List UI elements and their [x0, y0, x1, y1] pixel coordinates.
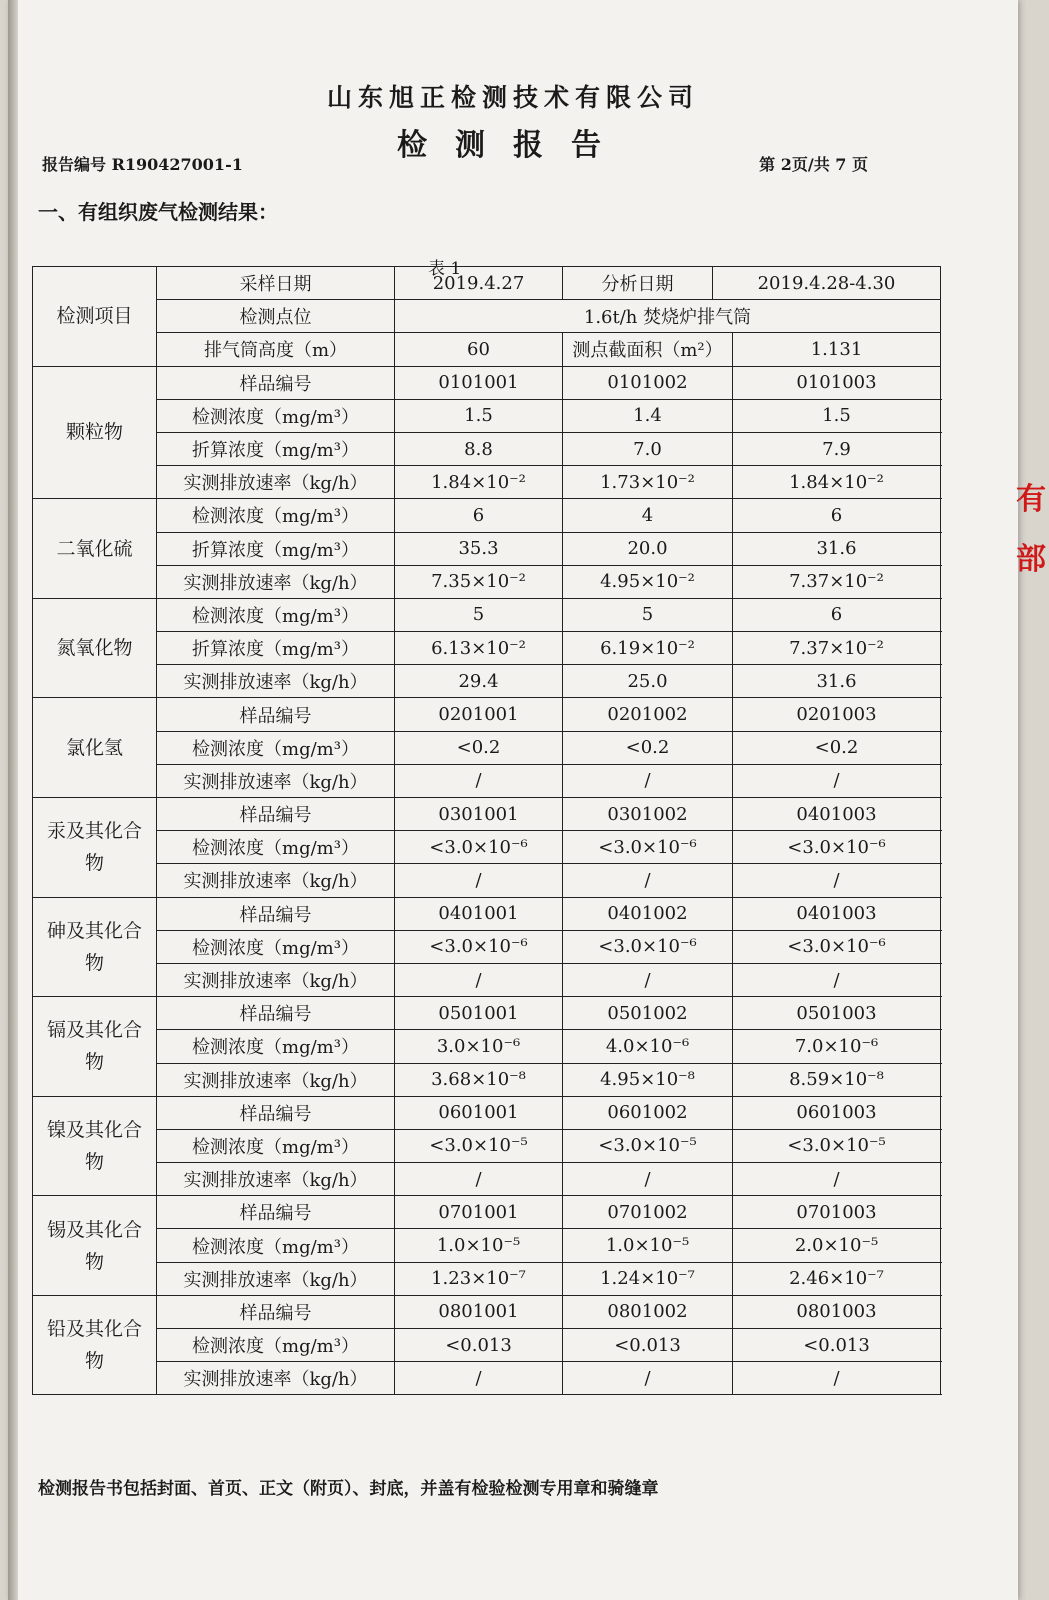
table-row — [33, 1196, 941, 1229]
parameter-label: 检测浓度（mg/m³） — [157, 1030, 395, 1063]
table-row — [33, 499, 941, 532]
table-row — [33, 267, 941, 300]
measurement-value: 0501002 — [563, 997, 733, 1030]
measurement-value: 1.5 — [395, 399, 563, 432]
measurement-value: 0801001 — [395, 1295, 563, 1328]
measurement-value: 0401003 — [733, 897, 941, 930]
sampling-point-label: 检测点位 — [157, 300, 395, 333]
parameter-label: 实测排放速率（kg/h） — [157, 565, 395, 598]
measurement-value: 4.95×10⁻² — [563, 565, 733, 598]
page-number: 第 2页/共 7 页 — [759, 155, 868, 174]
measurement-value: 5 — [395, 598, 563, 631]
footer-note: 检测报告书包括封面、首页、正文（附页）、封底，并盖有检验检测专用章和骑缝章 — [38, 1479, 659, 1499]
report-page — [8, 0, 1046, 1600]
pollutant-name: 镍及其化合物 — [33, 1096, 157, 1196]
parameter-label: 样品编号 — [157, 798, 395, 831]
table-caption: 表 1 — [428, 259, 462, 279]
stack-height-value: 60 — [395, 333, 563, 366]
table-row — [33, 665, 941, 698]
table-row — [33, 1063, 941, 1096]
parameter-label: 实测排放速率（kg/h） — [157, 864, 395, 897]
sampling-date-label: 采样日期 — [157, 267, 395, 300]
stamp-glyph: 有 — [1016, 482, 1046, 517]
measurement-value: / — [395, 1163, 563, 1196]
analysis-date-value: 2019.4.28-4.30 — [713, 267, 941, 300]
measurement-value: 0301001 — [395, 798, 563, 831]
parameter-label: 实测排放速率（kg/h） — [157, 1262, 395, 1295]
parameter-label: 检测浓度（mg/m³） — [157, 399, 395, 432]
section-area-label: 测点截面积（m²） — [563, 333, 733, 366]
parameter-label: 检测浓度（mg/m³） — [157, 930, 395, 963]
measurement-value: / — [563, 764, 733, 797]
table-row — [33, 1262, 941, 1295]
parameter-label: 检测浓度（mg/m³） — [157, 731, 395, 764]
table-row — [33, 997, 941, 1030]
measurement-value: / — [733, 963, 941, 996]
parameter-label: 检测浓度（mg/m³） — [157, 598, 395, 631]
pollutant-name: 汞及其化合物 — [33, 798, 157, 898]
measurement-value: <0.2 — [395, 731, 563, 764]
parameter-label: 实测排放速率（kg/h） — [157, 1063, 395, 1096]
parameter-label: 实测排放速率（kg/h） — [157, 1163, 395, 1196]
measurement-value: 6.13×10⁻² — [395, 632, 563, 665]
table-row — [33, 1129, 941, 1162]
table-row — [33, 366, 941, 399]
measurement-value: <3.0×10⁻⁶ — [395, 831, 563, 864]
measurement-value: 0101002 — [563, 366, 733, 399]
measurement-value: <3.0×10⁻⁵ — [563, 1129, 733, 1162]
table-row — [33, 831, 941, 864]
measurement-value: 2.46×10⁻⁷ — [733, 1262, 941, 1295]
measurement-value: 1.24×10⁻⁷ — [563, 1262, 733, 1295]
measurement-value: 0601001 — [395, 1096, 563, 1129]
table-row — [33, 333, 941, 366]
measurement-value: 0401001 — [395, 897, 563, 930]
measurement-value: 31.6 — [733, 532, 941, 565]
measurement-value: 1.4 — [563, 399, 733, 432]
parameter-label: 样品编号 — [157, 366, 395, 399]
measurement-value: <3.0×10⁻⁶ — [563, 930, 733, 963]
measurement-value: / — [733, 864, 941, 897]
measurement-value: 25.0 — [563, 665, 733, 698]
company-name: 山东旭正检测技术有限公司 — [326, 83, 699, 112]
measurement-value: 20.0 — [563, 532, 733, 565]
measurement-value: 4 — [563, 499, 733, 532]
measurement-value: 4.0×10⁻⁶ — [563, 1030, 733, 1063]
table-row — [33, 1362, 941, 1395]
measurement-value: 35.3 — [395, 532, 563, 565]
row-header-test-item: 检测项目 — [33, 267, 157, 367]
sampling-point-value: 1.6t/h 焚烧炉排气筒 — [395, 300, 941, 333]
parameter-label: 样品编号 — [157, 698, 395, 731]
measurement-value: 1.84×10⁻² — [395, 466, 563, 499]
red-seal-stamp — [1016, 470, 1044, 700]
table-row — [33, 731, 941, 764]
measurement-value: 6.19×10⁻² — [563, 632, 733, 665]
measurement-value: <3.0×10⁻⁶ — [733, 930, 941, 963]
measurement-value: / — [395, 864, 563, 897]
sampling-date-value: 2019.4.27 — [395, 267, 563, 300]
table-row — [33, 930, 941, 963]
measurement-value: 3.0×10⁻⁶ — [395, 1030, 563, 1063]
measurement-value: 0701002 — [563, 1196, 733, 1229]
parameter-label: 样品编号 — [157, 1096, 395, 1129]
measurement-value: <3.0×10⁻⁶ — [395, 930, 563, 963]
parameter-label: 样品编号 — [157, 897, 395, 930]
measurement-value: <3.0×10⁻⁶ — [563, 831, 733, 864]
measurement-value: / — [733, 1163, 941, 1196]
measurement-value: 1.23×10⁻⁷ — [395, 1262, 563, 1295]
measurement-value: <0.013 — [395, 1329, 563, 1362]
measurement-value: <0.2 — [733, 731, 941, 764]
section-title: 一、有组织废气检测结果： — [38, 200, 278, 224]
parameter-label: 实测排放速率（kg/h） — [157, 466, 395, 499]
parameter-label: 实测排放速率（kg/h） — [157, 1362, 395, 1395]
measurement-value: 6 — [733, 499, 941, 532]
measurement-value: / — [395, 764, 563, 797]
pollutant-name: 锡及其化合物 — [33, 1196, 157, 1296]
parameter-label: 样品编号 — [157, 1196, 395, 1229]
table-row — [33, 698, 941, 731]
measurement-value: / — [563, 1163, 733, 1196]
pollutant-name: 二氧化硫 — [33, 499, 157, 599]
measurement-value: 1.73×10⁻² — [563, 466, 733, 499]
parameter-label: 实测排放速率（kg/h） — [157, 665, 395, 698]
parameter-label: 样品编号 — [157, 1295, 395, 1328]
measurement-value: 1.0×10⁻⁵ — [395, 1229, 563, 1262]
parameter-label: 检测浓度（mg/m³） — [157, 1329, 395, 1362]
measurement-value: 0101001 — [395, 366, 563, 399]
measurement-value: 5 — [563, 598, 733, 631]
table-row — [33, 632, 941, 665]
parameter-label: 样品编号 — [157, 997, 395, 1030]
parameter-label: 检测浓度（mg/m³） — [157, 1129, 395, 1162]
table-row — [33, 1329, 941, 1362]
measurement-value: 1.5 — [733, 399, 941, 432]
measurement-value: / — [563, 864, 733, 897]
measurement-value: <0.013 — [563, 1329, 733, 1362]
measurement-value: 0501001 — [395, 997, 563, 1030]
measurement-value: / — [563, 1362, 733, 1395]
pollutant-name: 镉及其化合物 — [33, 997, 157, 1097]
pollutant-name: 氮氧化物 — [33, 598, 157, 698]
table-row — [33, 1163, 941, 1196]
measurement-value: 0101003 — [733, 366, 941, 399]
measurement-value: 1.84×10⁻² — [733, 466, 941, 499]
table-row — [33, 598, 941, 631]
measurement-value: <3.0×10⁻⁵ — [733, 1129, 941, 1162]
parameter-label: 折算浓度（mg/m³） — [157, 532, 395, 565]
measurement-value: 1.0×10⁻⁵ — [563, 1229, 733, 1262]
stack-height-label: 排气筒高度（m） — [157, 333, 395, 366]
measurement-value: / — [395, 963, 563, 996]
parameter-label: 折算浓度（mg/m³） — [157, 432, 395, 465]
measurement-value: 0401002 — [563, 897, 733, 930]
table-row — [33, 1229, 941, 1262]
measurement-value: 7.9 — [733, 432, 941, 465]
measurement-value: 4.95×10⁻⁸ — [563, 1063, 733, 1096]
measurement-value: <0.2 — [563, 731, 733, 764]
measurement-value: 7.0×10⁻⁶ — [733, 1030, 941, 1063]
table-row — [33, 432, 941, 465]
section-area-value: 1.131 — [733, 333, 941, 366]
measurement-value: 6 — [395, 499, 563, 532]
measurement-value: 0701003 — [733, 1196, 941, 1229]
table-row — [33, 399, 941, 432]
parameter-label: 检测浓度（mg/m³） — [157, 1229, 395, 1262]
measurement-value: 7.37×10⁻² — [733, 565, 941, 598]
measurement-value: 8.59×10⁻⁸ — [733, 1063, 941, 1096]
table-row — [33, 466, 941, 499]
stamp-glyph: 部 — [1016, 542, 1046, 577]
measurement-value: 0601003 — [733, 1096, 941, 1129]
table-row — [33, 565, 941, 598]
pollutant-name: 铅及其化合物 — [33, 1295, 157, 1395]
measurement-value: 6 — [733, 598, 941, 631]
table-row — [33, 300, 941, 333]
table-row — [33, 897, 941, 930]
report-number: 报告编号 R190427001-1 — [42, 155, 243, 174]
pollutant-name: 氯化氢 — [33, 698, 157, 798]
measurement-value: 3.68×10⁻⁸ — [395, 1063, 563, 1096]
measurement-value: 0301002 — [563, 798, 733, 831]
measurement-value: 0601002 — [563, 1096, 733, 1129]
parameter-label: 折算浓度（mg/m³） — [157, 632, 395, 665]
table-row — [33, 864, 941, 897]
measurement-value: 0201002 — [563, 698, 733, 731]
measurement-value: <0.013 — [733, 1329, 941, 1362]
table-row — [33, 963, 941, 996]
table-row — [33, 1295, 941, 1328]
parameter-label: 实测排放速率（kg/h） — [157, 764, 395, 797]
document-title: 检测报告 — [397, 128, 629, 163]
analysis-date-label: 分析日期 — [563, 267, 713, 300]
measurement-value: 0201003 — [733, 698, 941, 731]
parameter-label: 检测浓度（mg/m³） — [157, 499, 395, 532]
table-row — [33, 1096, 941, 1129]
parameter-label: 检测浓度（mg/m³） — [157, 831, 395, 864]
pollutant-name: 砷及其化合物 — [33, 897, 157, 997]
measurement-value: / — [733, 764, 941, 797]
measurement-value: 8.8 — [395, 432, 563, 465]
measurement-value: 31.6 — [733, 665, 941, 698]
measurement-value: 2.0×10⁻⁵ — [733, 1229, 941, 1262]
measurement-value: 0701001 — [395, 1196, 563, 1229]
measurement-value: / — [733, 1362, 941, 1395]
measurement-value: 0401003 — [733, 798, 941, 831]
measurement-value: 0801002 — [563, 1295, 733, 1328]
measurement-value: 7.0 — [563, 432, 733, 465]
measurement-value: 7.35×10⁻² — [395, 565, 563, 598]
binding-spine — [8, 0, 18, 1600]
measurement-value: 29.4 — [395, 665, 563, 698]
table-row — [33, 1030, 941, 1063]
table-row — [33, 798, 941, 831]
pollutant-name: 颗粒物 — [33, 366, 157, 499]
table-row — [33, 764, 941, 797]
results-table — [32, 266, 941, 1395]
measurement-value: 7.37×10⁻² — [733, 632, 941, 665]
measurement-value: <3.0×10⁻⁵ — [395, 1129, 563, 1162]
parameter-label: 实测排放速率（kg/h） — [157, 963, 395, 996]
measurement-value: / — [563, 963, 733, 996]
measurement-value: 0801003 — [733, 1295, 941, 1328]
measurement-value: <3.0×10⁻⁶ — [733, 831, 941, 864]
measurement-value: / — [395, 1362, 563, 1395]
measurement-value: 0501003 — [733, 997, 941, 1030]
table-row — [33, 532, 941, 565]
measurement-value: 0201001 — [395, 698, 563, 731]
